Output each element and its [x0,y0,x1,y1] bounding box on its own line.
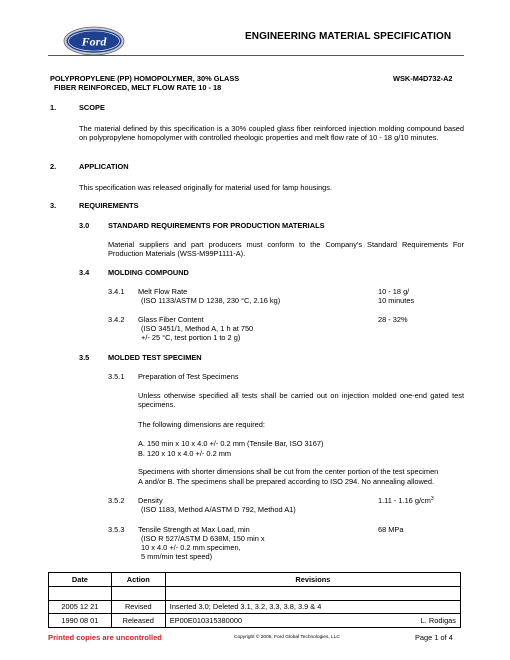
melt-flow-method: (ISO 1133/ASTM D 1238, 230 °C, 2.16 kg) [141,296,281,305]
glass-fiber-method-2: +/- 25 °C, test portion 1 to 2 g) [141,333,241,342]
section-number: 1. [50,103,57,112]
density-label: Density [138,496,163,505]
tensile-method-2: 10 x 4.0 +/- 0.2 mm specimen, [141,543,241,552]
item-number: 3.4.1 [108,287,125,296]
dimensions-intro: The following dimensions are required: [138,420,265,429]
table-row [49,614,461,628]
revision-author: L. Rodigas [345,614,461,628]
revision-header-revisions: Revisions [165,573,460,587]
melt-flow-value: 10 - 18 g/ [378,287,410,296]
revision-action: Revised [111,600,165,614]
ford-logo [63,26,125,56]
glass-fiber-label: Glass Fiber Content [138,315,204,324]
item-number: 3.5.2 [108,496,125,505]
tensile-label: Tensile Strength at Max Load, min [138,525,250,534]
revision-text: EP00E010315380000 [165,614,345,628]
section-heading-requirements: REQUIREMENTS [79,201,139,210]
revision-header-date: Date [49,573,112,587]
spec-title-line1: POLYPROPYLENE (PP) HOMOPOLYMER, 30% GLASS [50,74,240,83]
revision-blank-row [49,586,461,600]
ford-logo-text: Ford [81,34,107,49]
subsection-heading-molding: MOLDING COMPOUND [108,268,189,277]
tensile-method-3: 5 mm/min test speed) [141,552,213,561]
subsection-number: 3.5 [79,353,90,362]
section-heading-application: APPLICATION [79,162,129,171]
uncontrolled-copy-warning: Printed copies are uncontrolled [48,633,162,642]
page-number: Page 1 of 4 [415,633,453,642]
glass-fiber-method-1: (ISO 3451/1, Method A, 1 h at 750 [141,324,254,333]
revision-date: 1990 08 01 [49,614,112,628]
application-text: This specification was released originally for material used for lamp housings. [79,183,333,192]
melt-flow-value-unit: 10 minutes [378,296,415,305]
preparation-text: Unless otherwise specified all tests shall be carried out on injection molded one-end gated test specimens. [138,391,464,409]
spec-title-line2: FIBER REINFORCED, MELT FLOW RATE 10 - 18 [54,83,222,92]
copyright-notice: Copyright © 2005, Ford Global Technologies, LLC [234,635,340,640]
density-unit-exponent: 3 [430,496,434,502]
revision-table [48,572,461,628]
item-number: 3.5.3 [108,525,125,534]
density-value: 1.11 - 1.16 $g/cm^3$ [378,496,434,505]
spec-number: WSK-M4D732-A2 [393,74,453,83]
header-divider [48,55,464,56]
item-number: 3.4.2 [108,315,125,324]
scope-text: The material defined by this specification is a 30% coupled glass fiber reinforced injection molding compound based on polypropylene homopolymer with controlled rheologic properties and melt flow rate of 10 - 18 g/10 minutes. [79,124,464,142]
specimen-note-2: A and/or B. The specimens shall be prepared according to ISO 294. No annealing allowed. [138,477,435,486]
revision-header-action: Action [111,573,165,587]
section-number: 3. [50,201,57,210]
revision-action: Released [111,614,165,628]
subsection-heading-standard: STANDARD REQUIREMENTS FOR PRODUCTION MATERIALS [108,221,325,230]
revision-header-row [49,573,461,587]
glass-fiber-value: 28 - 32% [378,315,408,324]
density-method: (ISO 1183, Method A/ASTM D 792, Method A1) [141,505,296,514]
subsection-heading-specimen: MOLDED TEST SPECIMEN [108,353,202,362]
subsection-number: 3.0 [79,221,90,230]
item-number: 3.5.1 [108,372,125,381]
revision-date: 2005 12 21 [49,600,112,614]
preparation-label: Preparation of Test Specimens [138,372,239,381]
melt-flow-label: Melt Flow Rate [138,287,188,296]
dimension-option-b: B. 120 x 10 x 4.0 +/- 0.2 mm [138,449,232,458]
table-row [49,600,461,614]
dimension-option-a: A. 150 min x 10 x 4.0 +/- 0.2 mm (Tensile Bar, ISO 3167) [138,439,324,448]
revision-text: Inserted 3.0; Deleted 3.1, 3.2, 3.3, 3.8, 3.9 & 4 [165,600,460,614]
standard-requirements-text: Material suppliers and part producers must conform to the Company's Standard Requirements For Production Materials (WSS-M99P1111-A). [108,240,464,258]
tensile-value: 68 MPa [378,525,404,534]
section-heading-scope: SCOPE [79,103,105,112]
section-number: 2. [50,162,57,171]
specimen-note-1: Specimens with shorter dimensions shall be cut from the center portion of the test specimen [138,467,439,476]
document-title: ENGINEERING MATERIAL SPECIFICATION [245,31,452,42]
tensile-method-1: (ISO R 527/ASTM D 638M, 150 min x [141,534,265,543]
subsection-number: 3.4 [79,268,90,277]
